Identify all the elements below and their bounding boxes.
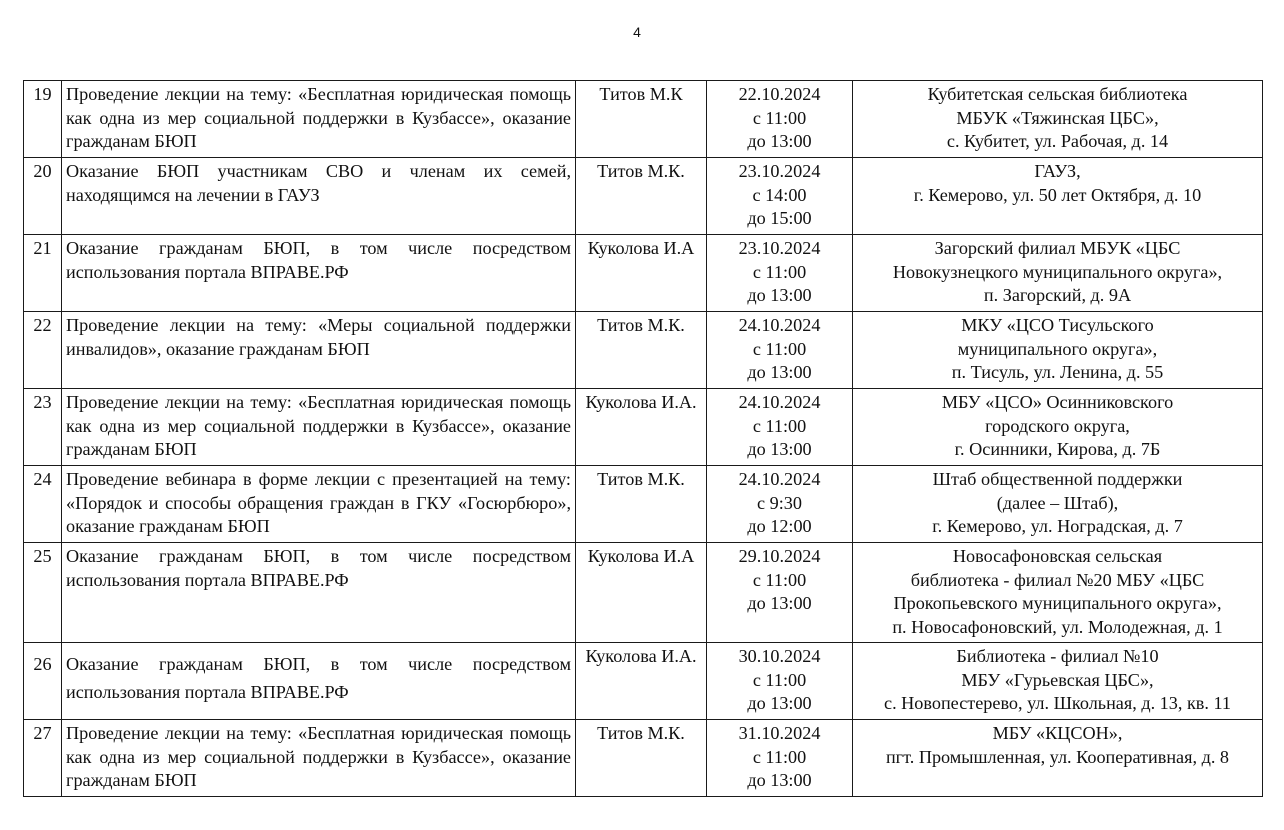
table-row: [24, 543, 1263, 643]
location-line: Штаб общественной поддержки: [932, 469, 1183, 489]
row-number: 27: [24, 720, 62, 797]
location-line: Прокопьевского муниципального округа»,: [893, 593, 1222, 613]
location-line: МКУ «ЦСО Тисульского: [961, 315, 1154, 335]
event-description: Проведение вебинара в форме лекции с презентацией на тему: «Порядок и способы обращения граждан в ГКУ «Госюрбюро», оказание гражданам БЮП: [62, 466, 576, 543]
event-time-to: до 13:00: [747, 439, 812, 459]
event-description: Проведение лекции на тему: «Бесплатная юридическая помощь как одна из мер социальной поддержки в Кузбассе», оказание гражданам БЮП: [62, 720, 576, 797]
event-time-to: до 13:00: [747, 362, 812, 382]
location-line: МБУК «Тяжинская ЦБС»,: [956, 107, 1159, 128]
location-line: с. Новопестерево, ул. Школьная, д. 13, кв. 11: [884, 693, 1231, 713]
location-line: п. Тисуль, ул. Ленина, д. 55: [951, 362, 1164, 382]
event-datetime: [707, 312, 853, 389]
event-description: Проведение лекции на тему: «Бесплатная юридическая помощь как одна из мер социальной поддержки в Кузбассе», оказание гражданам БЮП: [62, 389, 576, 466]
responsible-person: Титов М.К.: [576, 720, 707, 797]
event-description: Оказание гражданам БЮП, в том числе посредством использования портала ВПРАВЕ.РФ: [62, 643, 576, 720]
event-date: 24.10.2024: [738, 469, 821, 489]
event-time-to: до 15:00: [747, 208, 812, 228]
location-line: МБУ «Гурьевская ЦБС»,: [961, 669, 1154, 690]
location-line: Кубитетская сельская библиотека: [927, 84, 1188, 104]
row-number: 23: [24, 389, 62, 466]
event-date: 31.10.2024: [738, 723, 821, 743]
event-datetime: [707, 543, 853, 643]
event-location: [853, 81, 1263, 158]
table-row: [24, 312, 1263, 389]
table-row: [24, 81, 1263, 158]
location-line: п. Новосафоновский, ул. Молодежная, д. 1: [892, 616, 1223, 637]
event-time-to: до 13:00: [747, 693, 812, 713]
location-line: МБУ «ЦСО» Осинниковского: [941, 392, 1174, 412]
event-time-from: с 14:00: [752, 184, 807, 205]
event-description: Оказание гражданам БЮП, в том числе посредством использования портала ВПРАВЕ.РФ: [62, 235, 576, 312]
row-number: 20: [24, 158, 62, 235]
responsible-person: Титов М.К.: [576, 466, 707, 543]
location-line: Библиотека - филиал №10: [956, 646, 1159, 666]
event-date: 22.10.2024: [738, 84, 821, 104]
location-line: с. Кубитет, ул. Рабочая, д. 14: [946, 131, 1169, 151]
responsible-person: Куколова И.А: [576, 235, 707, 312]
table-row: [24, 389, 1263, 466]
page-number: 4: [633, 24, 641, 40]
event-datetime: [707, 389, 853, 466]
responsible-person: Куколова И.А.: [576, 389, 707, 466]
event-datetime: [707, 158, 853, 235]
event-location: [853, 158, 1263, 235]
event-description: Оказание гражданам БЮП, в том числе посредством использования портала ВПРАВЕ.РФ: [62, 543, 576, 643]
location-line: г. Кемерово, ул. 50 лет Октября, д. 10: [913, 184, 1202, 205]
location-line: Загорский филиал МБУК «ЦБС: [934, 238, 1181, 258]
event-time-from: с 11:00: [752, 569, 807, 590]
event-location: [853, 466, 1263, 543]
event-location: [853, 389, 1263, 466]
event-date: 30.10.2024: [738, 646, 821, 666]
event-time-to: до 13:00: [747, 285, 812, 305]
location-line: МБУ «КЦСОН»,: [992, 723, 1123, 743]
event-datetime: [707, 235, 853, 312]
event-time-from: с 9:30: [757, 492, 802, 513]
event-date: 23.10.2024: [738, 238, 821, 258]
event-time-to: до 12:00: [747, 516, 812, 536]
location-line: (далее – Штаб),: [996, 492, 1119, 513]
event-date: 24.10.2024: [738, 392, 821, 412]
event-time-from: с 11:00: [752, 338, 807, 359]
event-time-from: с 11:00: [752, 669, 807, 690]
event-description: Оказание БЮП участникам СВО и членам их семей, находящимся на лечении в ГАУЗ: [62, 158, 576, 235]
table-row: [24, 158, 1263, 235]
location-line: пгт. Промышленная, ул. Кооперативная, д. 8: [885, 746, 1230, 767]
responsible-person: Титов М.К.: [576, 158, 707, 235]
location-line: городского округа,: [985, 415, 1130, 436]
location-line: г. Кемерово, ул. Ноградская, д. 7: [932, 516, 1183, 536]
event-datetime: [707, 643, 853, 720]
event-datetime: [707, 720, 853, 797]
table-row: [24, 466, 1263, 543]
event-description: Проведение лекции на тему: «Меры социальной поддержки инвалидов», оказание гражданам БЮП: [62, 312, 576, 389]
row-number: 24: [24, 466, 62, 543]
table-row: [24, 235, 1263, 312]
event-time-to: до 13:00: [747, 770, 812, 790]
event-datetime: [707, 466, 853, 543]
location-line: Новосафоновская сельская: [952, 546, 1163, 566]
row-number: 22: [24, 312, 62, 389]
responsible-person: Куколова И.А: [576, 543, 707, 643]
responsible-person: Титов М.К.: [576, 312, 707, 389]
events-schedule-table: [23, 80, 1263, 797]
event-time-to: до 13:00: [747, 131, 812, 151]
event-date: 23.10.2024: [738, 161, 821, 181]
location-line: ГАУЗ,: [1034, 161, 1081, 181]
location-line: п. Загорский, д. 9А: [983, 285, 1132, 305]
row-number: 19: [24, 81, 62, 158]
table-row: [24, 643, 1263, 720]
event-datetime: [707, 81, 853, 158]
responsible-person: Титов М.К: [576, 81, 707, 158]
event-location: [853, 720, 1263, 797]
event-date: 24.10.2024: [738, 315, 821, 335]
event-date: 29.10.2024: [738, 546, 821, 566]
event-location: [853, 543, 1263, 643]
location-line: г. Осинники, Кирова, д. 7Б: [954, 439, 1161, 459]
event-time-from: с 11:00: [752, 415, 807, 436]
event-location: [853, 235, 1263, 312]
responsible-person: Куколова И.А.: [576, 643, 707, 720]
event-location: [853, 312, 1263, 389]
event-time-from: с 11:00: [752, 746, 807, 767]
event-description: Проведение лекции на тему: «Бесплатная юридическая помощь как одна из мер социальной поддержки в Кузбассе», оказание гражданам БЮП: [62, 81, 576, 158]
event-location: [853, 643, 1263, 720]
row-number: 26: [24, 643, 62, 720]
event-time-from: с 11:00: [752, 261, 807, 282]
event-time-to: до 13:00: [747, 593, 812, 613]
event-time-from: с 11:00: [752, 107, 807, 128]
row-number: 21: [24, 235, 62, 312]
row-number: 25: [24, 543, 62, 643]
location-line: муниципального округа»,: [957, 338, 1158, 359]
location-line: Новокузнецкого муниципального округа»,: [892, 261, 1223, 282]
table-row: [24, 720, 1263, 797]
location-line: библиотека - филиал №20 МБУ «ЦБС: [910, 569, 1205, 590]
